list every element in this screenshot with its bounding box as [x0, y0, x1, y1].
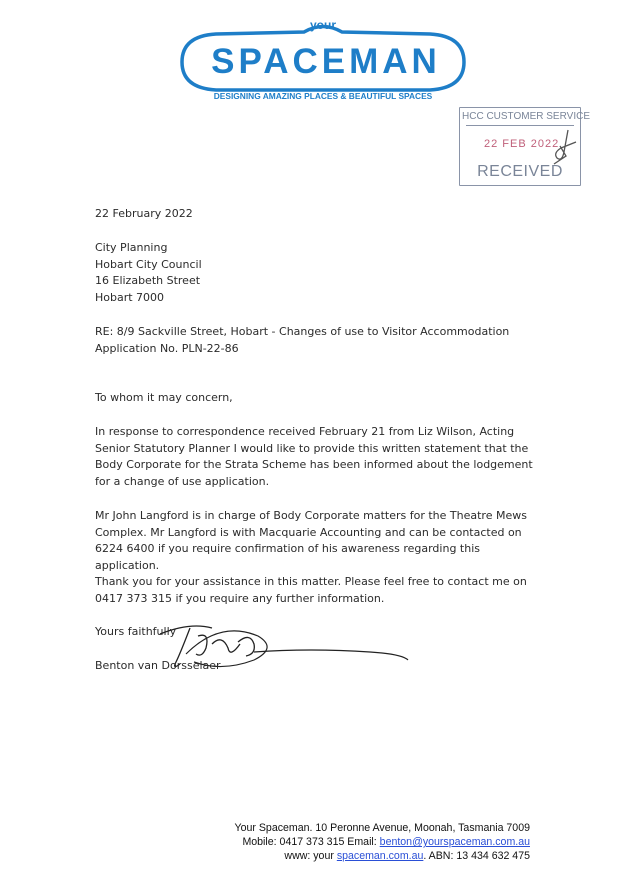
- subject-block: [95, 324, 509, 357]
- stamp-initials-icon: [548, 128, 580, 168]
- recipient-address: [95, 240, 202, 306]
- footer-web: [232, 849, 530, 863]
- signatory-name: Benton van Dorsselaer: [95, 659, 221, 672]
- footer-www-label: www: your: [284, 850, 337, 862]
- recipient-line: 16 Elizabeth Street: [95, 274, 201, 287]
- footer-mobile: Mobile: 0417 373 315 Email:: [242, 836, 380, 848]
- application-number: Application No. PLN-22-86: [95, 341, 239, 355]
- body-paragraph: Thank you for your assistance in this matter. Please feel free to contact me on 0417 373 315 if you require any further information.: [95, 575, 527, 605]
- logo-tagline: DESIGNING AMAZING PLACES & BEAUTIFUL SPACES: [213, 91, 433, 101]
- subject-line: RE: 8/9 Sackville Street, Hobart - Changes of use to Visitor Accommodation: [95, 325, 510, 338]
- closing: Yours faithfully: [95, 625, 177, 638]
- website-link[interactable]: spaceman.com.au: [336, 850, 424, 862]
- email-link[interactable]: benton@yourspaceman.com.au: [379, 836, 530, 848]
- recipient-line: City Planning: [95, 241, 168, 254]
- company-logo: [176, 18, 470, 104]
- stamp-divider: [466, 125, 574, 126]
- recipient-line: Hobart 7000: [95, 290, 165, 304]
- logo-brand: SPACEMAN: [211, 42, 441, 81]
- footer-abn: . ABN: 13 434 632 475: [423, 850, 530, 862]
- stamp-status: RECEIVED: [477, 163, 563, 180]
- stamp-header: HCC CUSTOMER SERVICE: [462, 111, 590, 122]
- logo-small-text: your: [309, 18, 336, 32]
- footer-address: Your Spaceman. 10 Peronne Avenue, Moonah, Tasmania 7009: [234, 822, 530, 834]
- body-paragraph: In response to correspondence received February 21 from Liz Wilson, Acting Senior Statutory Planner I would like to provide this written statement that the Body Corporate for the Strata Scheme has been informed about the lodgement for a change of use application.: [95, 425, 533, 488]
- received-stamp: [459, 107, 590, 186]
- footer-contact: [232, 835, 530, 849]
- letter-date: 22 February 2022: [95, 207, 193, 220]
- letterhead-footer: [232, 821, 530, 863]
- salutation: To whom it may concern,: [95, 391, 233, 404]
- stamp-date: 22 FEB 2022: [484, 138, 560, 150]
- body-paragraph: Mr John Langford is in charge of Body Corporate matters for the Theatre Mews Complex. Mr Langford is with Macquarie Accounting and can be contacted on 6224 6400 if you require confirmation of his awareness regarding this application.: [95, 509, 527, 572]
- recipient-line: Hobart City Council: [95, 257, 202, 271]
